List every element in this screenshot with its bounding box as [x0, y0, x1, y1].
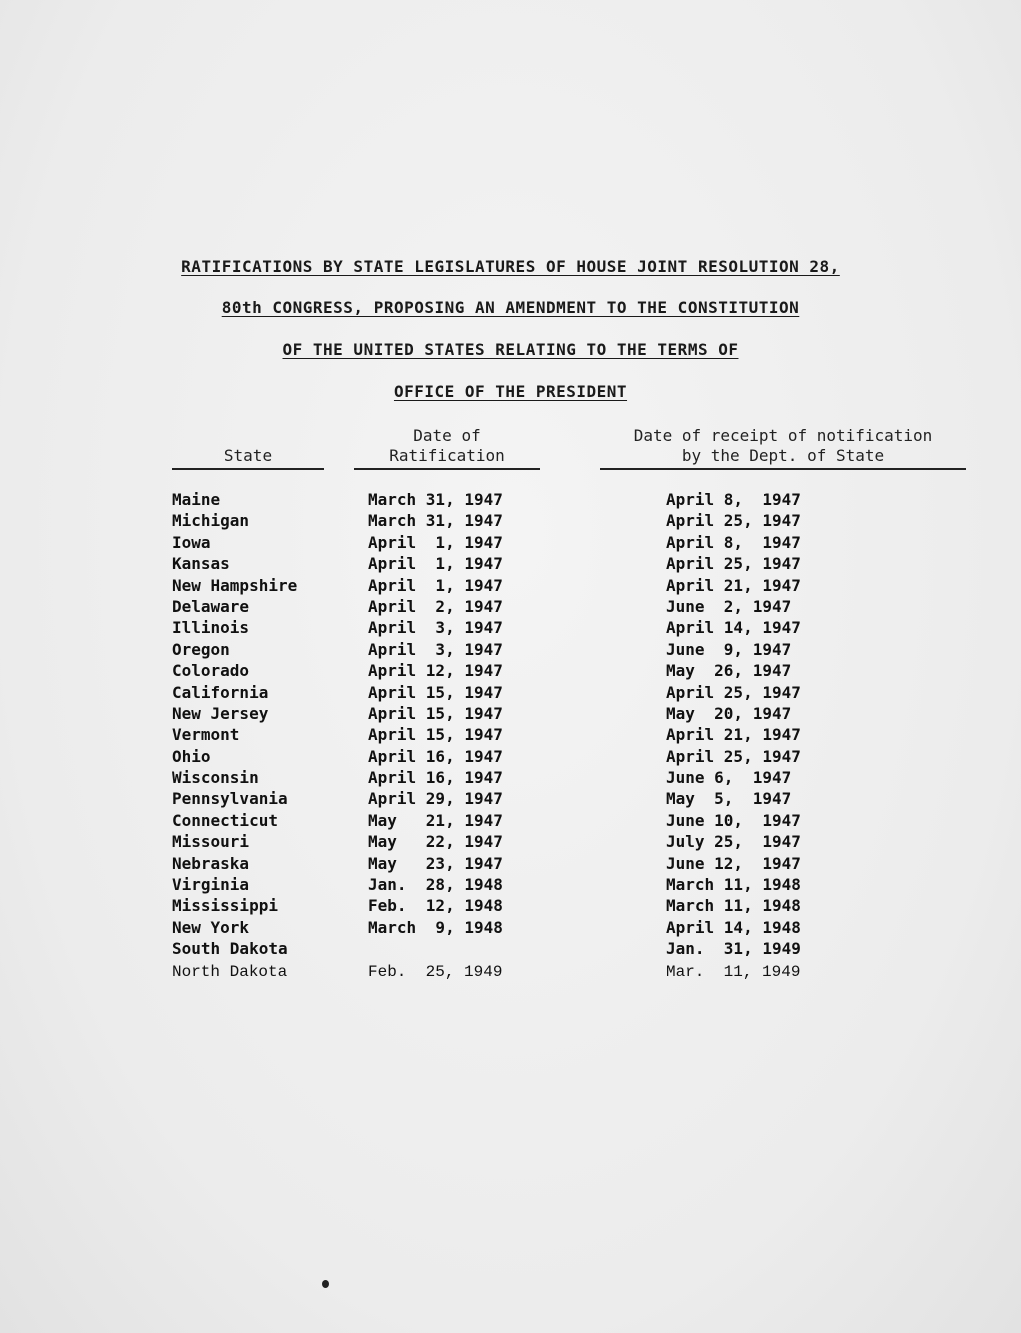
row-received: June 9, 1947 — [666, 639, 792, 659]
header-ratification — [354, 426, 540, 470]
table-row — [172, 510, 972, 531]
row-state: Iowa — [172, 532, 211, 552]
row-state: Illinois — [172, 618, 250, 638]
row-received: April 14, 1947 — [666, 618, 801, 638]
row-ratified: April 15, 1947 — [368, 703, 503, 723]
header-state — [172, 446, 324, 470]
row-received: June 2, 1947 — [666, 596, 792, 616]
row-received: April 21, 1947 — [666, 725, 801, 745]
row-state: Virginia — [172, 875, 250, 895]
row-state: New York — [172, 917, 250, 937]
row-state: South Dakota — [172, 939, 288, 959]
row-ratified: May 22, 1947 — [368, 832, 503, 852]
row-ratified: April 1, 1947 — [368, 532, 503, 552]
row-ratified: April 1, 1947 — [368, 575, 503, 595]
row-state: Pennsylvania — [172, 789, 288, 809]
header-receipt-rule — [600, 468, 966, 470]
row-state: New Jersey — [172, 703, 269, 723]
row-ratified: March 9, 1948 — [368, 917, 503, 937]
row-received: June 6, 1947 — [666, 768, 792, 788]
row-ratified: May 23, 1947 — [368, 853, 503, 873]
row-state: California — [172, 682, 269, 702]
header-ratification-bottom: Ratification — [389, 446, 505, 465]
row-ratified: April 3, 1947 — [368, 639, 503, 659]
row-state: Michigan — [172, 511, 250, 531]
row-received: April 21, 1947 — [666, 575, 801, 595]
header-state-label: State — [223, 446, 273, 465]
row-received: May 26, 1947 — [666, 661, 792, 681]
row-state: Oregon — [172, 639, 230, 659]
row-state: Connecticut — [172, 810, 278, 830]
row-ratified: April 3, 1947 — [368, 618, 503, 638]
table-row — [172, 703, 972, 724]
row-received: June 10, 1947 — [666, 810, 801, 830]
row-ratified: April 1, 1947 — [368, 554, 503, 574]
row-received: March 11, 1948 — [666, 875, 801, 895]
row-received: April 25, 1947 — [666, 746, 801, 766]
table-row — [172, 553, 972, 574]
header-receipt — [600, 426, 966, 470]
header-ratification-top: Date of — [413, 426, 481, 445]
table-row — [172, 639, 972, 660]
row-received: April 8, 1947 — [666, 490, 801, 509]
header-ratification-rule — [354, 468, 540, 470]
header-receipt-bottom: by the Dept. of State — [681, 446, 885, 465]
row-received: Jan. 31, 1949 — [666, 939, 801, 959]
row-ratified: Jan. 28, 1948 — [368, 875, 503, 895]
row-received: April 14, 1948 — [666, 917, 801, 937]
table-row — [172, 917, 972, 938]
row-received: Mar. 11, 1949 — [666, 962, 801, 981]
table-row — [172, 596, 972, 617]
row-ratified: May 21, 1947 — [368, 810, 503, 830]
row-ratified: April 16, 1947 — [368, 768, 503, 788]
row-state: North Dakota — [172, 962, 288, 981]
row-ratified: April 29, 1947 — [368, 789, 503, 809]
row-received: April 25, 1947 — [666, 554, 801, 574]
row-ratified: April 12, 1947 — [368, 661, 503, 681]
row-received: June 12, 1947 — [666, 853, 801, 873]
row-received: March 11, 1948 — [666, 896, 801, 916]
row-received: April 25, 1947 — [666, 682, 801, 702]
header-state-rule — [172, 468, 324, 470]
table-row — [172, 767, 972, 788]
row-ratified: April 15, 1947 — [368, 725, 503, 745]
title-line-4: OFFICE OF THE PRESIDENT — [393, 382, 628, 401]
title-line-1: RATIFICATIONS BY STATE LEGISLATURES OF HOUSE JOINT RESOLUTION 28, — [181, 257, 840, 276]
row-state: New Hampshire — [172, 575, 298, 595]
row-ratified: April 16, 1947 — [368, 746, 503, 766]
row-state: Nebraska — [172, 853, 250, 873]
table-row — [172, 532, 972, 553]
row-state: Wisconsin — [172, 768, 259, 788]
table-row — [172, 682, 972, 703]
ink-mark — [322, 1280, 329, 1288]
row-ratified: April 15, 1947 — [368, 682, 503, 702]
row-state: Kansas — [172, 554, 230, 574]
ratification-rows — [172, 489, 972, 960]
title-line-3: OF THE UNITED STATES RELATING TO THE TERMS OF — [282, 340, 739, 359]
row-state: Mississippi — [172, 896, 278, 916]
table-row — [172, 831, 972, 852]
row-state: Maine — [172, 490, 221, 509]
row-ratified: Feb. 12, 1948 — [368, 896, 503, 916]
table-row — [172, 810, 972, 831]
table-row-north-dakota — [172, 962, 972, 983]
table-row — [172, 660, 972, 681]
row-ratified: Feb. 25, 1949 — [368, 962, 503, 981]
table-row — [172, 788, 972, 809]
row-received: April 25, 1947 — [666, 511, 801, 531]
row-state: Vermont — [172, 725, 240, 745]
table-row — [172, 746, 972, 767]
row-state: Ohio — [172, 746, 211, 766]
row-state: Delaware — [172, 596, 250, 616]
table-row — [172, 874, 972, 895]
row-received: May 20, 1947 — [666, 703, 792, 723]
header-receipt-top: Date of receipt of notification — [633, 426, 933, 445]
table-row — [172, 724, 972, 745]
row-ratified: April 2, 1947 — [368, 596, 503, 616]
row-received: April 8, 1947 — [666, 532, 801, 552]
row-received: May 5, 1947 — [666, 789, 792, 809]
table-row — [172, 575, 972, 596]
row-state: Missouri — [172, 832, 250, 852]
table-row — [172, 617, 972, 638]
row-received: July 25, 1947 — [666, 832, 801, 852]
row-ratified: March 31, 1947 — [368, 490, 503, 509]
table-row — [172, 853, 972, 874]
table-row — [172, 489, 972, 510]
title-line-2: 80th CONGRESS, PROPOSING AN AMENDMENT TO THE CONSTITUTION — [221, 298, 800, 317]
table-row — [172, 938, 972, 959]
row-ratified: March 31, 1947 — [368, 511, 503, 531]
table-row — [172, 895, 972, 916]
ratification-table — [172, 489, 972, 983]
row-state: Colorado — [172, 661, 250, 681]
